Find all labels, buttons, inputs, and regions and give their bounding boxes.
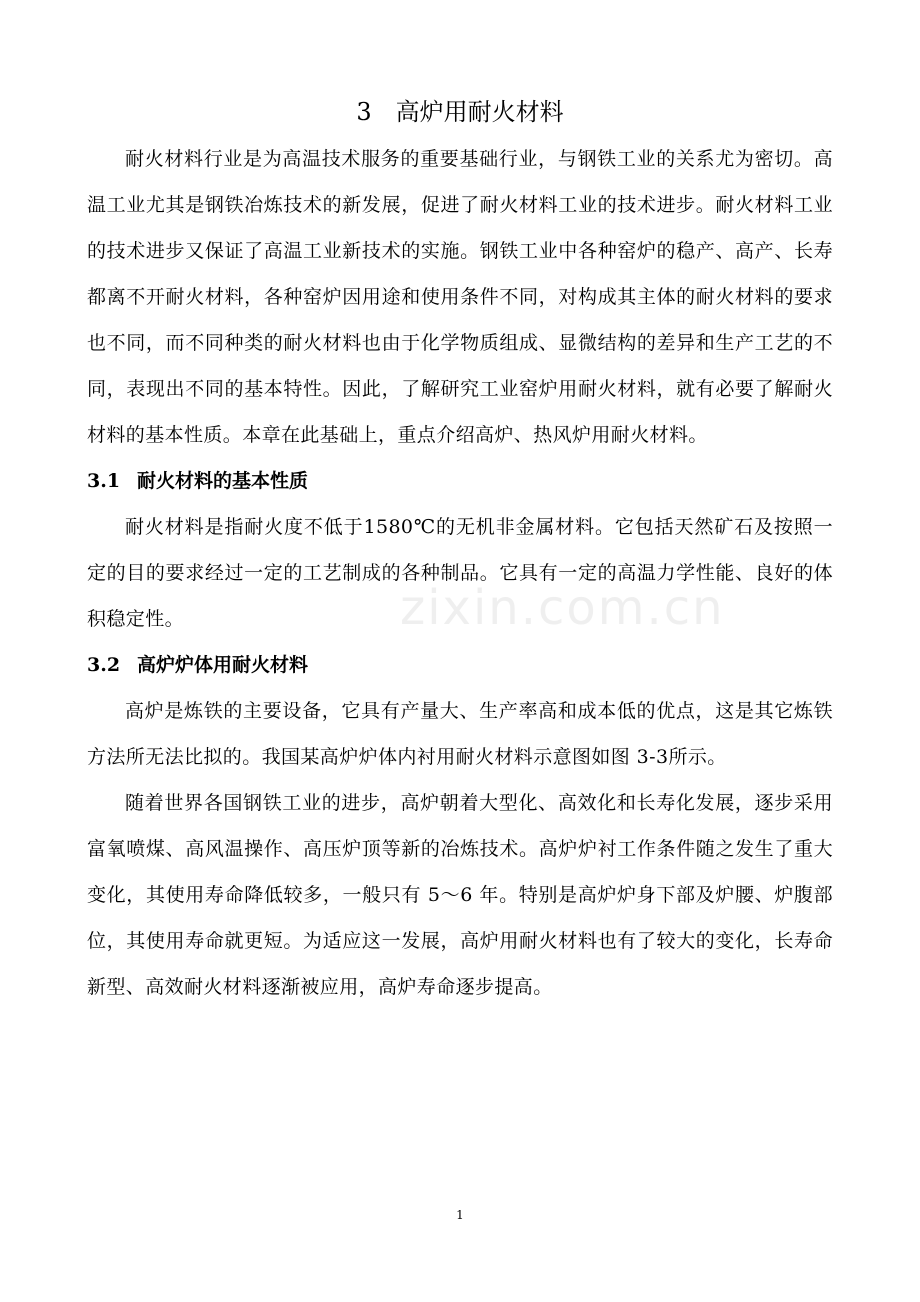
chapter-title: 3 高炉用耐火材料 — [356, 98, 564, 126]
page-content — [87, 92, 833, 1010]
section-3-1-paragraph-1: 耐火材料是指耐火度不低于1580℃的无机非金属材料。它包括天然矿石及按照一定的目的要求经过一定的工艺制成的各种制品。它具有一定的高温力学性能、良好的体积稳定性。 — [87, 516, 833, 630]
section-heading-3-1 — [87, 458, 833, 504]
watermark: zixin.com.cn — [400, 580, 725, 636]
section-title: 高炉炉体用耐火材料 — [137, 654, 309, 676]
section-3-2-paragraph-2: 随着世界各国钢铁工业的进步，高炉朝着大型化、高效化和长寿化发展，逐步采用富氧喷煤、高风温操作、高压炉顶等新的冶炼技术。高炉炉衬工作条件随之发生了重大变化，其使用寿命降低较多，一般只有 5～6 年。特别是高炉炉身下部及炉腰、炉腹部位，其使用寿命就更短。为适应这一发展，高炉用耐火材料也有了较大的变化，长寿命新型、高效耐火材料逐渐被应用，高炉寿命逐步提高。 — [87, 792, 833, 998]
section-3-2-paragraph-1: 高炉是炼铁的主要设备，它具有产量大、生产率高和成本低的优点，这是其它炼铁方法所无法比拟的。我国某高炉炉体内衬用耐火材料示意图如图 3-3所示。 — [87, 700, 833, 768]
section-title: 耐火材料的基本性质 — [137, 470, 309, 492]
section-number: 3.2 — [87, 654, 121, 676]
section-heading-3-2 — [87, 642, 833, 688]
intro-paragraph: 耐火材料行业是为高温技术服务的重要基础行业，与钢铁工业的关系尤为密切。高温工业尤其是钢铁冶炼技术的新发展，促进了耐火材料工业的技术进步。耐火材料工业的技术进步又保证了高温工业新技术的实施。钢铁工业中各种窑炉的稳产、高产、长寿都离不开耐火材料，各种窑炉因用途和使用条件不同，对构成其主体的耐火材料的要求也不同，而不同种类的耐火材料也由于化学物质组成、显微结构的差异和生产工艺的不同，表现出不同的基本特性。因此，了解研究工业窑炉用耐火材料，就有必要了解耐火材料的基本性质。本章在此基础上，重点介绍高炉、热风炉用耐火材料。 — [87, 148, 833, 446]
page-number: 1 — [456, 1208, 464, 1222]
section-number: 3.1 — [87, 470, 121, 492]
